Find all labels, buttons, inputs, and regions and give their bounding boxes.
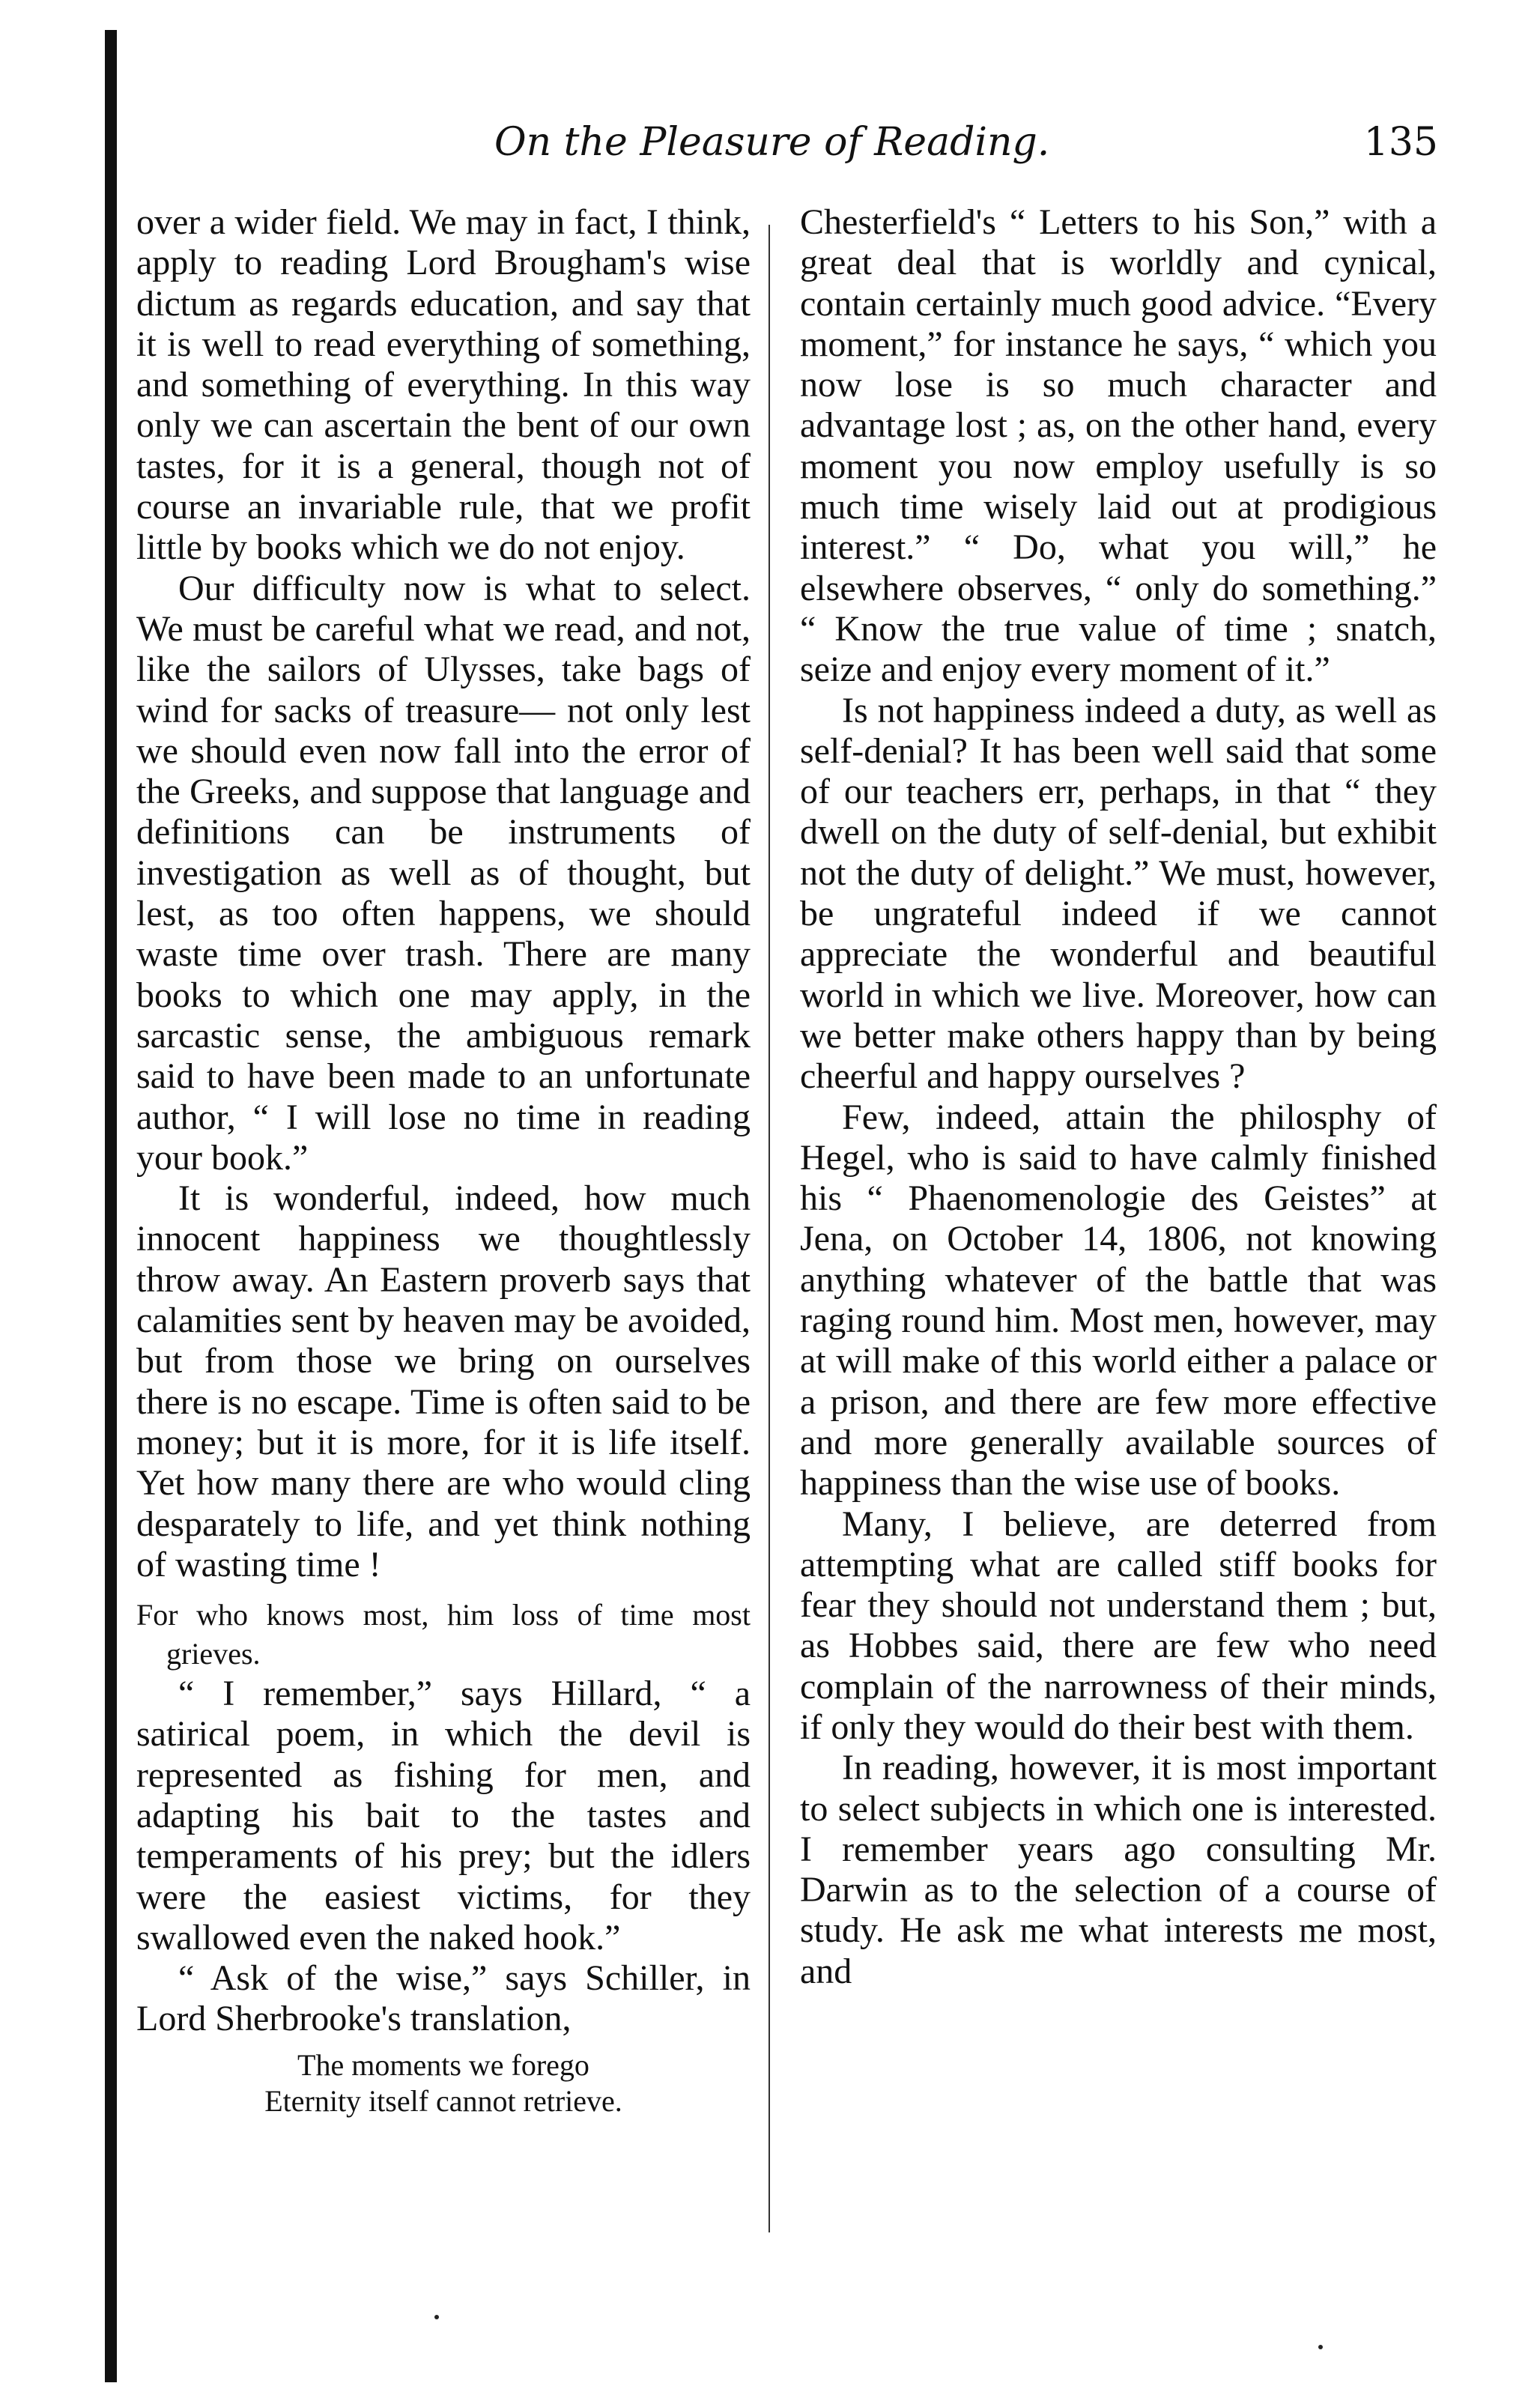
paragraph: “ Ask of the wise,” says Schiller, in Lord Sherbrooke's translation, bbox=[136, 1958, 751, 2039]
print-mark bbox=[434, 2315, 439, 2319]
paragraph: Is not happiness indeed a duty, as well as self-denial? It has been well said that some of our teachers err, perhaps, in that “ they dwell on the duty of self-denial, but exhibit not the duty of delight.” We must, however, be ungrateful indeed if we cannot appreciate the wonderful and beautiful world in which we live. Moreover, how can we better make others happy than by being cheerful and happy ourselves ? bbox=[800, 690, 1437, 1097]
verse-line: The moments we forego bbox=[297, 2047, 589, 2082]
paragraph: Many, I believe, are deterred from attempting what are called stiff books for fear they should not understand them ; but, as Hobbes said, there are few who need complain of the narrowness of their minds, if only they would do their best with them. bbox=[800, 1504, 1437, 1747]
verse-quote: For who knows most, him loss of time most grieves. bbox=[136, 1598, 751, 1671]
paragraph: over a wider field. We may in fact, I think, apply to reading Lord Brougham's wise dictum as regards education, and say that it is well to read everything of something, and something of everything. In this way only we can ascertain the bent of our own tastes, for it is a general, though not of course an invariable rule, that we profit little by books which we do not enjoy. bbox=[136, 202, 751, 568]
paragraph: Few, indeed, attain the philosphy of Hegel, who is said to have calmly finished his “ Phaenomenologie des Geistes” at Jena, on October 14, 1806, not knowing anything whatever of the battle that was raging round him. Most men, however, may at will make of this world either a palace or a prison, and there are few more effective and more generally available sources of happiness than the wise use of books. bbox=[800, 1097, 1437, 1504]
paragraph: In reading, however, it is most important to select subjects in which one is interested. I remember years ago consulting Mr. Darwin as to the selection of a course of study. He ask me what interests me most, and bbox=[800, 1748, 1437, 1991]
running-title: On the Pleasure of Reading. bbox=[494, 120, 1050, 165]
paragraph: “ I remember,” says Hillard, “ a satirical poem, in which the devil is represented as fishing for men, and adapting his bait to the tastes and temperaments of his prey; but the idlers were the easiest victims, for they swallowed even the naked hook.” bbox=[136, 1674, 751, 1958]
paragraph: Chesterfield's “ Letters to his Son,” with a great deal that is worldly and cynical, contain certainly much good advice. “Every moment,” for instance he says, “ which you now lose is so much character and advantage lost ; as, on the other hand, every moment you now employ usefully is so much time wisely laid out at prodigious interest.” “ Do, what you will,” he elsewhere observes, “ only do something.” “ Know the true value of time ; snatch, seize and enjoy every moment of it.” bbox=[800, 202, 1437, 690]
paragraph: Our difficulty now is what to select. We must be careful what we read, and not, like the sailors of Ulysses, take bags of wind for sacks of treasure— not only lest we should even now fall into the error of the Greeks, and suppose that language and definitions can be instruments of investigation as well as of thought, but lest, as too often happens, we should waste time over trash. There are many books to which one may apply, in the sarcastic sense, the ambiguous remark said to have been made to an unfortunate author, “ I will lose no time in reading your book.” bbox=[136, 568, 751, 1178]
print-mark bbox=[1318, 2345, 1323, 2349]
page-number: 135 bbox=[1363, 120, 1438, 165]
column-divider bbox=[769, 225, 770, 2232]
page-header bbox=[494, 120, 1438, 180]
binding-edge bbox=[105, 30, 117, 2382]
verse-line: Eternity itself cannot retrieve. bbox=[264, 2083, 622, 2118]
paragraph: It is wonderful, indeed, how much innocent happiness we thoughtlessly throw away. An Eastern proverb says that calamities sent by heaven may be avoided, but from those we bring on ourselves there is no escape. Time is often said to be money; but it is more, for it is life itself. Yet how many there are who would cling desparately to life, and yet think nothing of wasting time ! bbox=[136, 1178, 751, 1584]
right-column bbox=[800, 202, 1437, 1992]
verse-quote-block bbox=[136, 2047, 751, 2119]
left-column bbox=[136, 202, 751, 2119]
